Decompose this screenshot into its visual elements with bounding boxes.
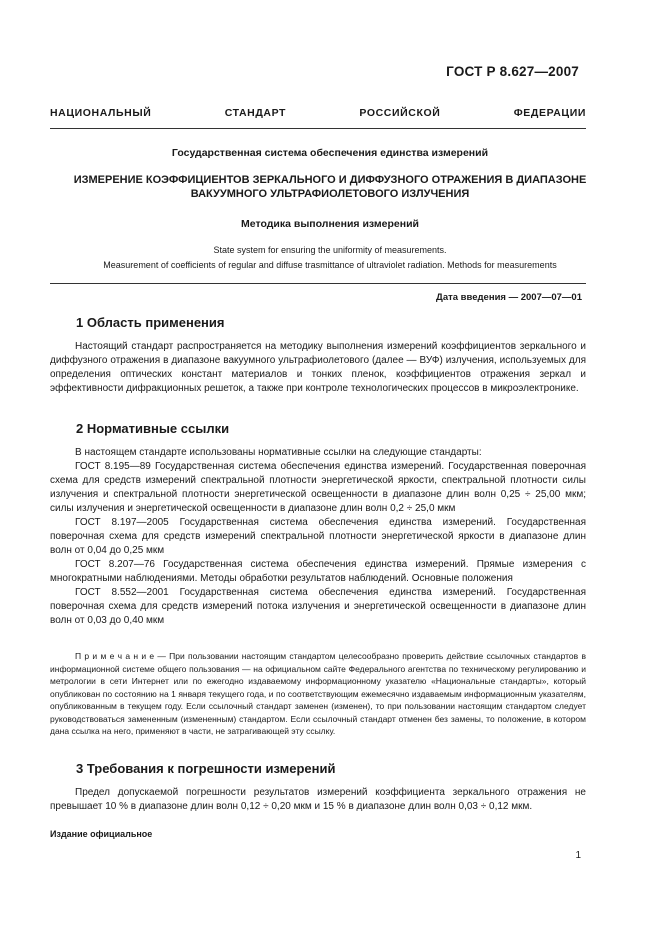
method-line: Методика выполнения измерений [241,218,419,230]
section-2-heading: 2 Нормативные ссылки [76,421,230,436]
title-line-2: ВАКУУМНОГО УЛЬТРАФИОЛЕТОВОГО ИЗЛУЧЕНИЯ [190,188,470,200]
english-line-2: Measurement of coefficients of regular and diffuse trasmittance of ultraviolet radiation. Methods for measurements [103,260,557,270]
section-1-heading: 1 Область применения [76,315,225,330]
national-standard-banner: НАЦИОНАЛЬНЫЙ СТАНДАРТ РОССИЙСКОЙ ФЕДЕРАЦИИ [50,107,586,119]
english-title [60,243,600,273]
page-number: 1 [575,850,581,861]
introduction-date: Дата введения — 2007—07—01 [436,292,582,303]
section-1-body [50,340,586,396]
section-1-paragraph: Настоящий стандарт распространяется на методику выполнения измерений коэффициентов зеркального и диффузного отражения в диапазоне вакуумного ультрафиолетового (далее — ВУФ) излучения, используемых для определения оптических констант материалов и тонких пленок, коэффициентов отражения зеркал и эффективности дифракционных решеток, а также при контроле технологических процессов в микроэлектронике. [50,341,586,394]
section-2-body [50,446,586,628]
english-line-1: State system for ensuring the uniformity of measurements. [213,245,447,255]
references-note: П р и м е ч а н и е — При пользовании настоящим стандартом целесообразно проверить действие ссылочных стандартов в информационной системе общего пользования — на официальном сайте Федерального агентства по техническому регулированию и метрологии в сети Интернет или по ежегодно издаваемому информационному указателю «Национальные стандарты», который опубликован по состоянию на 1 января текущего года, и по соответствующим ежемесячно издаваемым информационным указателям, опубликованным в текущем году. Если ссылочный стандарт заменен (изменен), то при пользовании настоящим стандартом следует руководствоваться замененным (измененным) стандартом. Если ссылочный стандарт отменен без замены, то положение, в котором дана ссылка на него, применяют в части, не затрагивающей эту ссылку. [50,651,586,736]
reference-item: ГОСТ 8.552—2001 Государственная система обеспечения единства измерений. Государственная поверочная схема для средств измерений потока излучения и энергетической освещенности в диапазоне длин волн от 0,03 до 0,40 мкм [50,587,586,626]
section-3-body [50,786,586,814]
date-rule [50,283,586,284]
section-3-heading: 3 Требования к погрешности измерений [76,761,336,776]
official-edition-label: Издание официальное [50,829,153,839]
reference-item: ГОСТ 8.195—89 Государственная система обеспечения единства измерений. Государственная поверочная схема для средств измерений спектральной плотности энергетической яркости, спектральной плотности силы излучения и спектральной плотности энергетической освещенности в диапазоне длин волн 0,25 ÷ 25,00 мкм; силы излучения и энергетической освещенности в диапазоне длин волн 0,2 ÷ 25,0 мкм [50,461,586,514]
section-2-intro: В настоящем стандарте использованы нормативные ссылки на следующие стандарты: [75,447,482,458]
header-rule [50,128,586,129]
title-line-1: ИЗМЕРЕНИЕ КОЭФФИЦИЕНТОВ ЗЕРКАЛЬНОГО И ДИФФУЗНОГО ОТРАЖЕНИЯ В ДИАПАЗОНЕ [73,174,587,186]
standard-id: ГОСТ Р 8.627—2007 [446,64,579,79]
system-line: Государственная система обеспечения единства измерений [171,147,489,159]
reference-item: ГОСТ 8.207—76 Государственная система обеспечения единства измерений. Прямые измерения с многократными наблюдениями. Методы обработки результатов наблюдений. Основные положения [50,559,586,584]
section-3-paragraph: Предел допускаемой погрешности результатов измерений коэффициента зеркального отражения не превышает 10 % в диапазоне длин волн 0,12 ÷ 0,20 мкм и 15 % в диапазоне длин волн 0,03 ÷ 0,12 мкм. [50,787,586,812]
document-title [60,173,600,201]
reference-item: ГОСТ 8.197—2005 Государственная система обеспечения единства измерений. Государственная поверочная схема для средств измерений спектральной плотности энергетической яркости в диапазоне длин волн от 0,04 до 0,25 мкм [50,517,586,556]
